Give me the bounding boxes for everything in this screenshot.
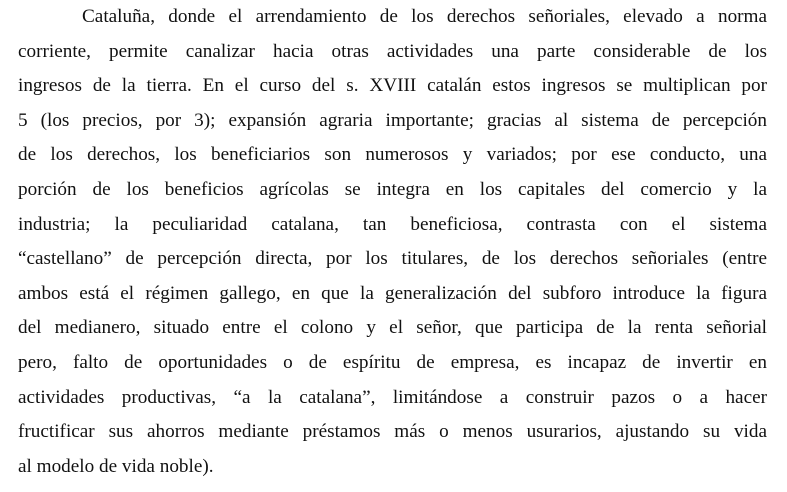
paragraph-line-9: ambos está el régimen gallego, en que la generalización del subforo introduce la figura — [18, 282, 767, 304]
paragraph-line-8: “castellano” de percepción directa, por los titulares, de los derechos señoriales (entre — [18, 248, 767, 270]
paragraph-line-3: ingresos de la tierra. En el curso del s. XVIII catalán estos ingresos se multiplican por — [18, 75, 767, 97]
paragraph-line-1: Cataluña, donde el arrendamiento de los derechos señoriales, elevado a norma — [82, 6, 767, 27]
body-paragraph — [18, 0, 767, 484]
paragraph-line-10: del medianero, situado entre el colono y el señor, que participa de la renta señorial — [18, 317, 767, 339]
paragraph-line-2: corriente, permite canalizar hacia otras actividades una parte considerable de los — [18, 40, 767, 62]
paragraph-line-11: pero, falto de oportunidades o de espíritu de empresa, es incapaz de invertir en — [18, 351, 767, 373]
paragraph-line-5: de los derechos, los beneficiarios son numerosos y variados; por ese conducto, una — [18, 144, 767, 166]
paragraph-line-4: 5 (los precios, por 3); expansión agraria importante; gracias al sistema de percepción — [18, 109, 767, 131]
paragraph-line-14: al modelo de vida noble). — [18, 455, 214, 477]
paragraph-line-7: industria; la peculiaridad catalana, tan beneficiosa, contrasta con el sistema — [18, 213, 767, 235]
paragraph-line-13: fructificar sus ahorros mediante préstamos más o menos usurarios, ajustando su vida — [18, 421, 767, 443]
paragraph-line-12: actividades productivas, “a la catalana”, limitándose a construir pazos o a hacer — [18, 386, 767, 408]
paragraph-line-6: porción de los beneficios agrícolas se integra en los capitales del comercio y la — [18, 178, 767, 200]
